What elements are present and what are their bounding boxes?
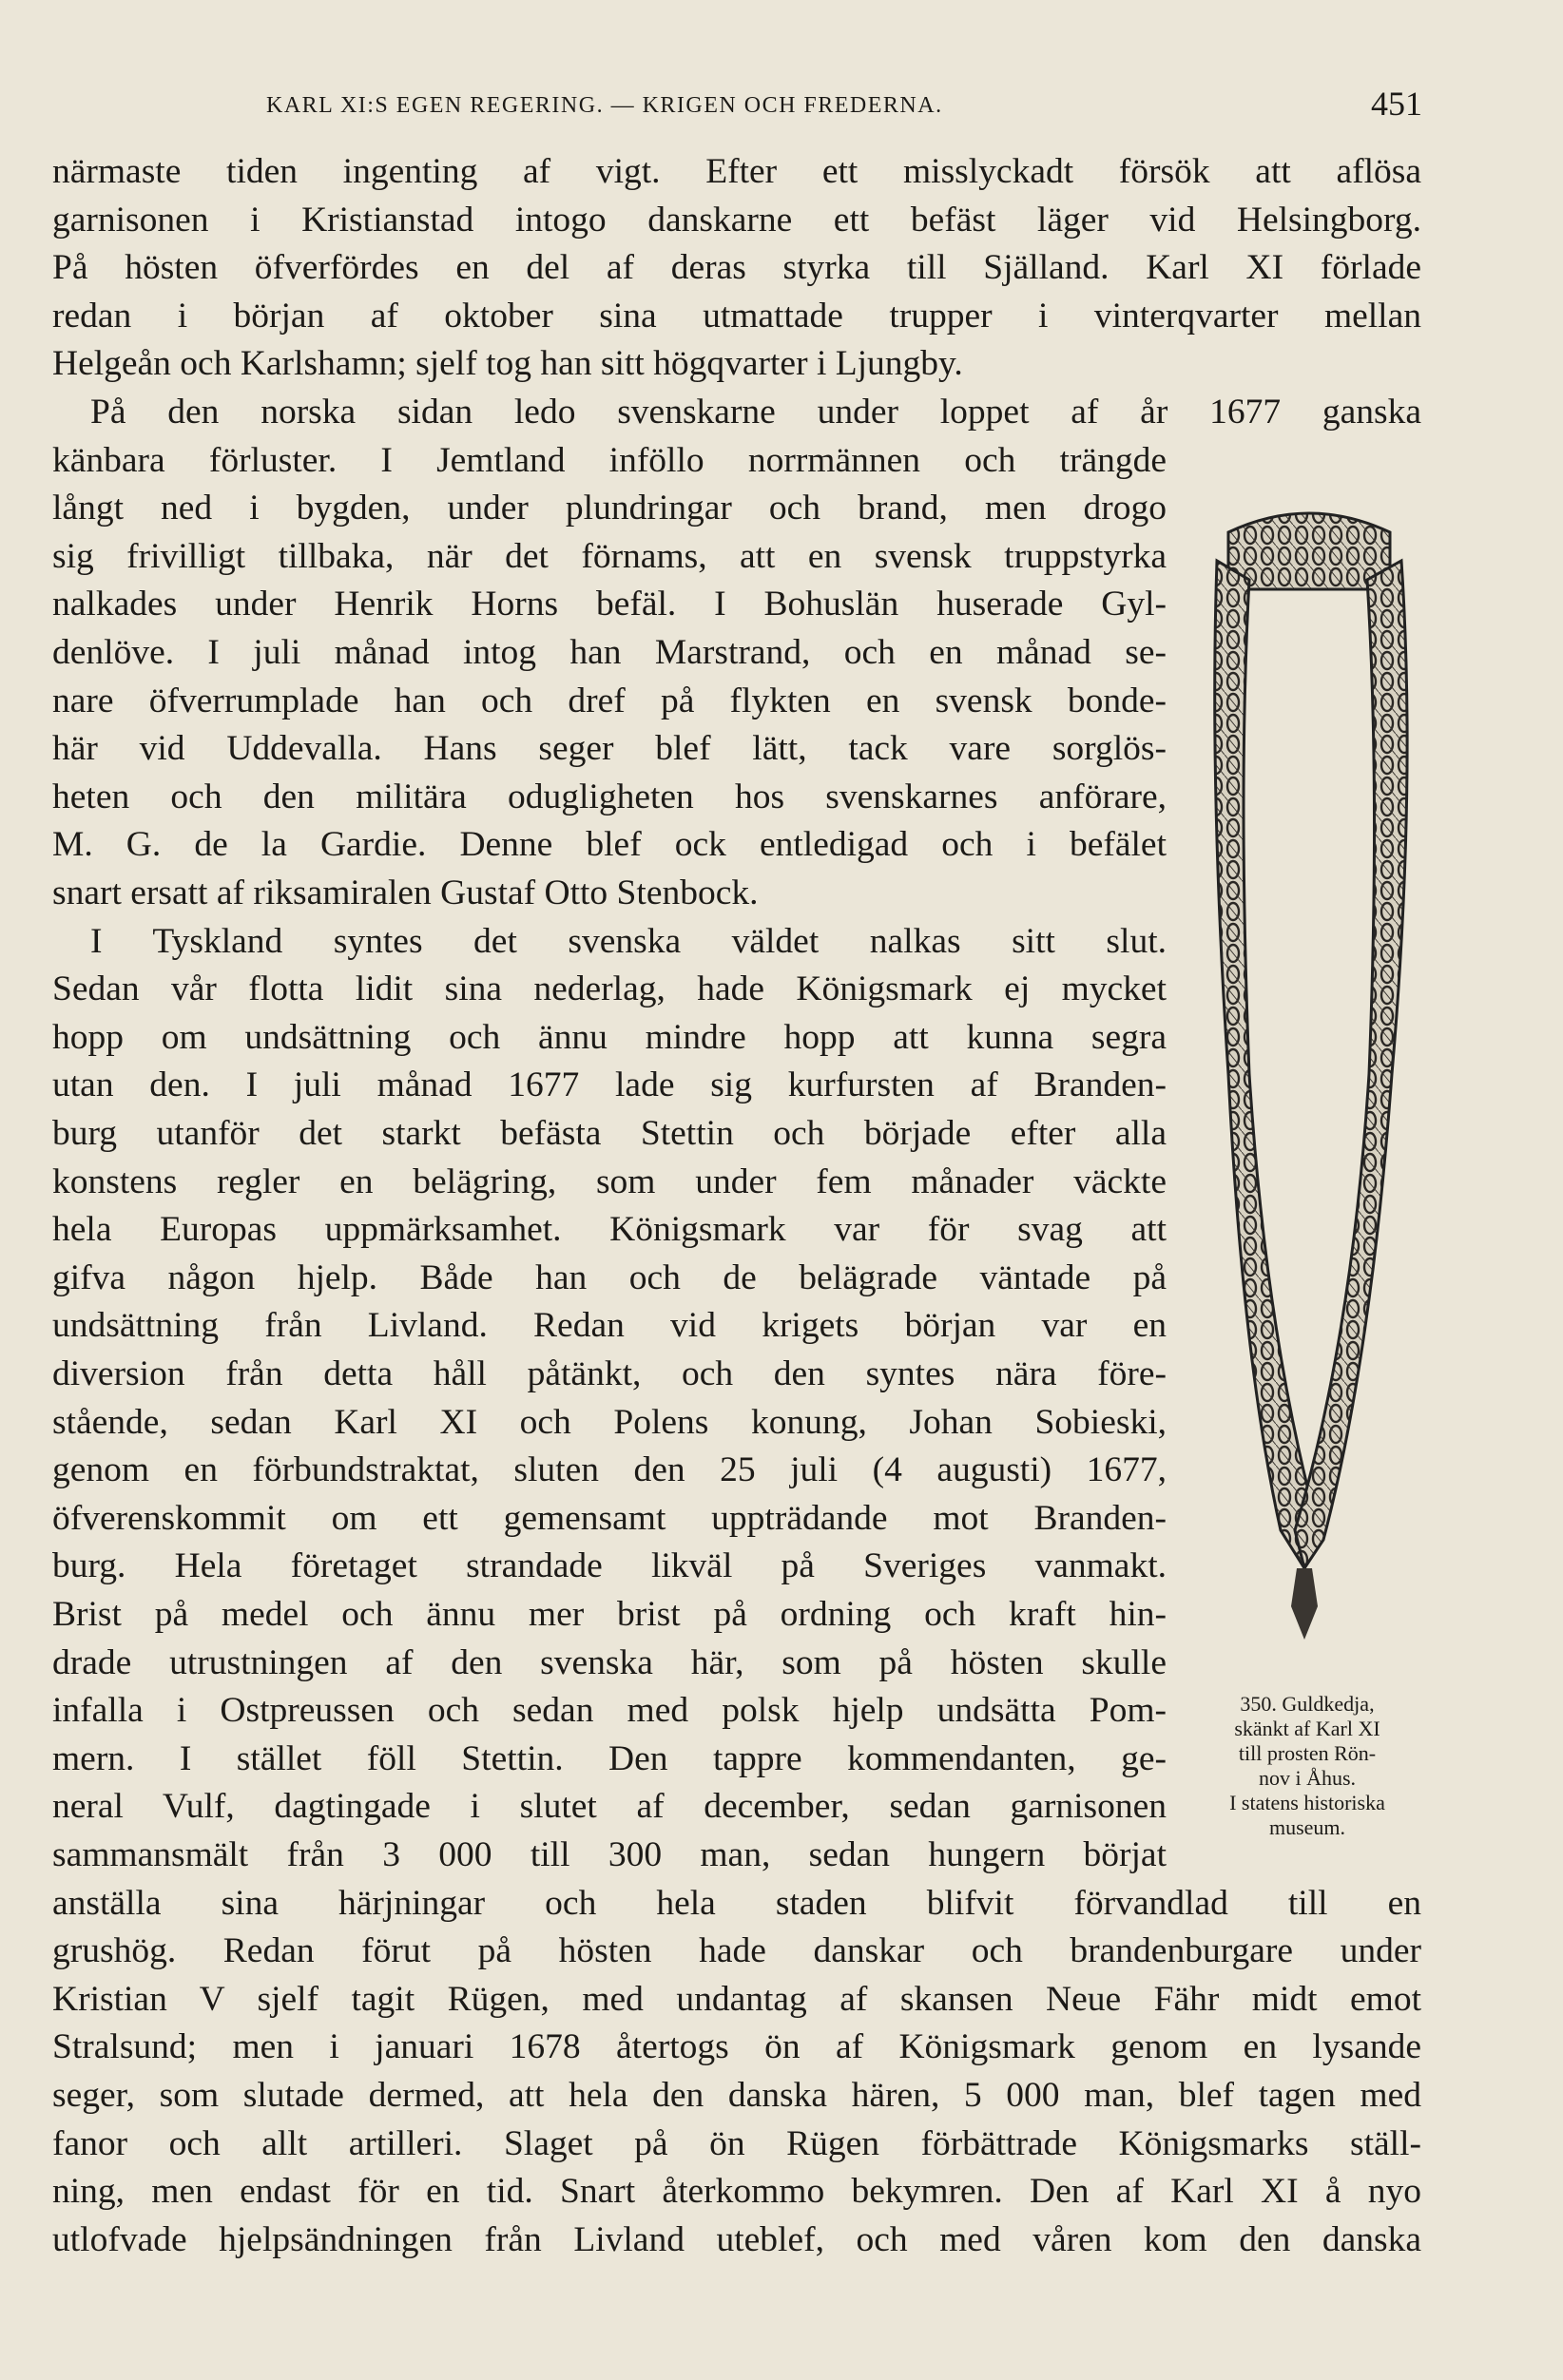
text-line: nare öfverrumplade han och dref på flykten en svensk bonde-	[52, 681, 1167, 720]
caption-line: till prosten Rön-	[1238, 1740, 1377, 1765]
text-line: hela Europas uppmärksamhet. Königsmark var för svag att	[52, 1210, 1167, 1250]
text-line: På den norska sidan ledo svenskarne under loppet af år 1677 ganska	[90, 393, 1421, 432]
text-line: närmaste tiden ingenting af vigt. Efter ett misslyckadt försök att aflösa	[52, 152, 1421, 191]
text-line: M. G. de la Gardie. Denne blef ock entledigad och i befälet	[52, 825, 1167, 865]
text-line: burg. Hela företaget strandade likväl på Sveriges vanmakt.	[52, 1546, 1167, 1586]
text-line: undsättning från Livland. Redan vid krigets början var en	[52, 1306, 1167, 1346]
caption-line: I statens historiska	[1229, 1790, 1385, 1814]
text-line: garnisonen i Kristianstad intogo danskarne ett befäst läger vid Helsingborg.	[52, 200, 1421, 240]
text-line: snart ersatt af riksamiralen Gustaf Otto Stenbock.	[52, 873, 759, 912]
text-line: känbara förluster. I Jemtland inföllo norrmännen och trängde	[52, 440, 1167, 480]
text-line: genom en förbundstraktat, sluten den 25 juli (4 augusti) 1677,	[52, 1450, 1167, 1490]
text-line: konstens regler en belägring, som under fem månader väckte	[52, 1161, 1167, 1201]
text-line: heten och den militära odugligheten hos svenskarnes anförare,	[52, 777, 1167, 816]
text-line: I Tyskland syntes det svenska väldet nalkas sitt slut.	[90, 921, 1167, 961]
text-line: hopp om undsättning och ännu mindre hopp att kunna segra	[52, 1017, 1167, 1057]
text-line: fanor och allt artilleri. Slaget på ön Rügen förbättrade Königsmarks ställ-	[52, 2123, 1421, 2163]
text-line: diversion från detta håll påtänkt, och den syntes nära före-	[52, 1354, 1167, 1393]
text-line: sig frivilligt tillbaka, när det förnams, att en svensk truppstyrka	[52, 536, 1167, 576]
caption-line: 350. Guldkedja,	[1240, 1692, 1375, 1716]
text-line: redan i början af oktober sina utmattade trupper i vinterqvarter mellan	[52, 296, 1421, 336]
text-line: anställa sina härjningar och hela staden blifvit förvandlad till en	[52, 1883, 1421, 1923]
gold-chain-illustration	[1190, 504, 1428, 1663]
text-line: ning, men endast för en tid. Snart återkommo bekymren. Den af Karl XI å nyo	[52, 2172, 1421, 2212]
text-line: seger, som slutade dermed, att hela den danska hären, 5 000 man, blef tagen med	[52, 2076, 1421, 2115]
text-line: gifva någon hjelp. Både han och de belägrade väntade på	[52, 1257, 1167, 1297]
text-line: långt ned i bygden, under plundringar och brand, men drogo	[52, 489, 1167, 528]
text-line: stående, sedan Karl XI och Polens konung, Johan Sobieski,	[52, 1402, 1167, 1442]
text-line: Sedan vår flotta lidit sina nederlag, hade Königsmark ej mycket	[52, 969, 1167, 1009]
text-line: burg utanför det starkt befästa Stettin och började efter alla	[52, 1114, 1167, 1153]
text-line: infalla i Ostpreussen och sedan med polsk hjelp undsätta Pom-	[52, 1691, 1167, 1731]
text-line: mern. I stället föll Stettin. Den tappre kommendanten, ge-	[52, 1738, 1167, 1778]
text-line: neral Vulf, dagtingade i slutet af december, sedan garnisonen	[52, 1787, 1167, 1827]
text-line: grushög. Redan förut på hösten hade danskar och brandenburgare under	[52, 1931, 1421, 1971]
text-line: drade utrustningen af den svenska här, som på hösten skulle	[52, 1642, 1167, 1682]
caption-line: museum.	[1268, 1814, 1346, 1839]
text-line: Brist på medel och ännu mer brist på ordning och kraft hin-	[52, 1595, 1167, 1634]
text-line: denlöve. I juli månad intog han Marstrand, och en månad se-	[52, 633, 1167, 672]
text-line: Stralsund; men i januari 1678 återtogs ön af Königsmark genom en lysande	[52, 2027, 1421, 2067]
text-line: här vid Uddevalla. Hans seger blef lätt, tack vare sorglös-	[52, 729, 1167, 769]
text-line: På hösten öfverfördes en del af deras styrka till Själland. Karl XI förlade	[52, 248, 1421, 288]
text-line: Kristian V sjelf tagit Rügen, med undantag af skansen Neue Fähr midt emot	[52, 1979, 1421, 2019]
text-line: sammansmält från 3 000 till 300 man, sedan hungern börjat	[52, 1835, 1167, 1874]
text-line: utlofvade hjelpsändningen från Livland uteblef, och med våren kom den danska	[52, 2219, 1421, 2259]
running-header: KARL XI:S EGEN REGERING. — KRIGEN OCH FREDERNA.	[266, 93, 943, 118]
figure-caption	[1179, 1692, 1436, 1840]
caption-line: nov i Åhus.	[1258, 1765, 1357, 1790]
text-line: öfverenskommit om ett gemensamt uppträdande mot Branden-	[52, 1498, 1167, 1538]
text-line: nalkades under Henrik Horns befäl. I Bohuslän huserade Gyl-	[52, 585, 1167, 624]
text-line: Helgeån och Karlshamn; sjelf tog han sitt högqvarter i Ljungby.	[52, 344, 963, 384]
page-number: 451	[1371, 85, 1422, 123]
caption-line: skänkt af Karl XI	[1234, 1716, 1380, 1740]
text-line: utan den. I juli månad 1677 lade sig kurfursten af Branden-	[52, 1065, 1167, 1105]
